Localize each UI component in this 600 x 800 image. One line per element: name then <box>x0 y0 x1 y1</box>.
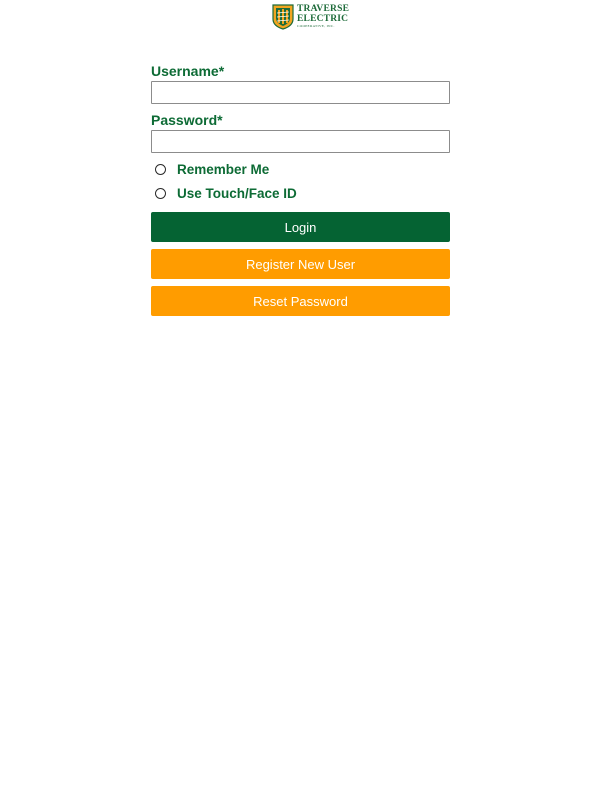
login-form <box>151 62 450 316</box>
touch-face-id-label: Use Touch/Face ID <box>177 185 297 201</box>
password-input[interactable] <box>151 130 450 153</box>
logo-line-electric: ELECTRIC <box>297 13 349 24</box>
username-label: Username* <box>151 63 225 79</box>
company-logo <box>272 3 350 31</box>
reset-password-button[interactable]: Reset Password <box>151 286 450 316</box>
password-label: Password* <box>151 112 223 128</box>
remember-me-option[interactable] <box>151 160 450 178</box>
logo-line-cooperative: COOPERATIVE, INC. <box>297 24 335 29</box>
touch-face-id-option[interactable] <box>151 184 450 202</box>
username-input[interactable] <box>151 81 450 104</box>
login-button[interactable]: Login <box>151 212 450 242</box>
remember-me-radio[interactable] <box>155 164 166 175</box>
remember-me-label: Remember Me <box>177 161 270 177</box>
logo-emblem-icon <box>272 4 294 30</box>
logo-line-traverse: TRAVERSE <box>297 4 350 15</box>
logo-text <box>297 5 349 29</box>
touch-face-id-radio[interactable] <box>155 188 166 199</box>
register-new-user-button[interactable]: Register New User <box>151 249 450 279</box>
